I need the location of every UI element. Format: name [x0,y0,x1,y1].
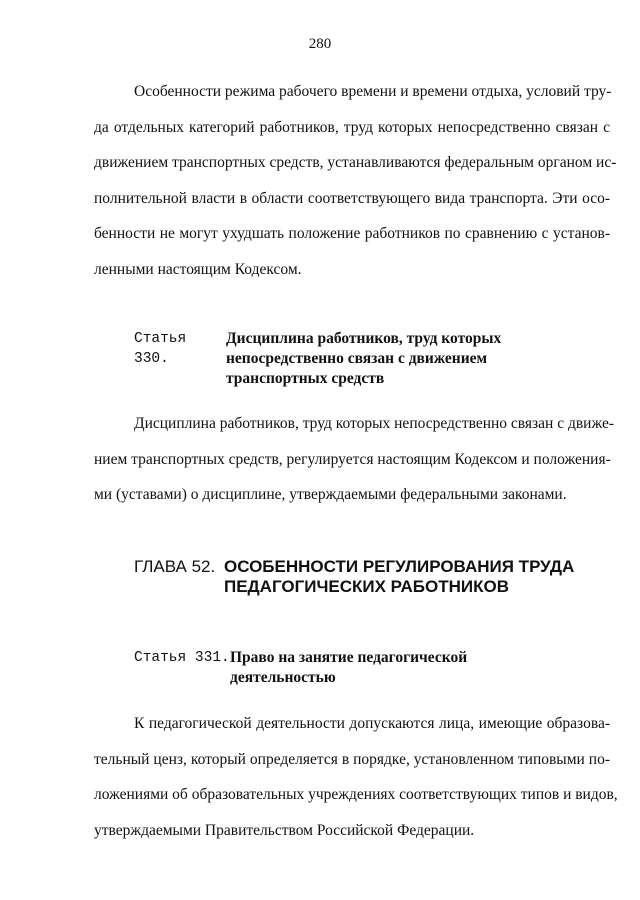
article-330-number: Статья 330. [134,331,187,367]
article-330-heading [134,329,501,389]
page-number: 280 [308,36,332,52]
paragraph-line: утверждаемыми Правительством Российской Федерации. [94,821,475,839]
article-title-line: деятельностью [230,669,336,686]
chapter-title-line: ПЕДАГОГИЧЕСКИХ РАБОТНИКОВ [224,577,509,596]
chapter-52-heading [134,557,574,597]
article-330-title [226,329,501,389]
paragraph-discipline [94,406,615,513]
paragraph-line: да отдельных категорий работников, труд которых непосредственно связан с [94,118,610,136]
article-title-line: Дисциплина работников, труд которых [226,330,502,347]
paragraph-line: нием транспортных средств, регулируется настоящим Кодексом и положения- [94,450,611,468]
chapter-52-title [224,557,574,597]
paragraph-line: Дисциплина работников, труд которых непосредственно связан с движе- [134,415,615,432]
article-title-line: Право на занятие педагогической [230,649,468,666]
paragraph-line: бенности не могут ухудшать положение работников по сравнению с установ- [94,225,610,242]
paragraph-work-hours [94,74,617,287]
paragraph-line: тельный ценз, который определяется в порядке, установленном типовыми по- [94,750,610,768]
article-title-line: транспортных средств [226,370,385,387]
paragraph-teaching-eligibility [94,706,618,848]
paragraph-line: ложениями об образовательных учреждениях соответствующих типов и видов, [94,786,618,803]
paragraph-line: движением транспортных средств, устанавливаются федеральным органом ис- [94,154,617,171]
paragraph-line: полнительной власти в области соответствующего вида транспорта. Эти осо- [94,189,610,207]
paragraph-line: К педагогической деятельности допускаются лица, имеющие образова- [134,715,610,732]
paragraph-line: ленными настоящим Кодексом. [94,260,302,278]
article-331-title [230,648,467,688]
article-title-line: непосредственно связан с движением [226,350,488,367]
chapter-52-number: ГЛАВА 52. [134,557,216,576]
article-331-heading [134,648,467,688]
article-331-number: Статья 331. [134,650,230,666]
paragraph-line: ми (уставами) о дисциплине, утверждаемыми федеральными законами. [94,486,567,503]
paragraph-line: Особенности режима рабочего времени и времени отдыха, условий тру- [134,83,612,100]
chapter-title-line: ОСОБЕННОСТИ РЕГУЛИРОВАНИЯ ТРУДА [224,557,575,576]
